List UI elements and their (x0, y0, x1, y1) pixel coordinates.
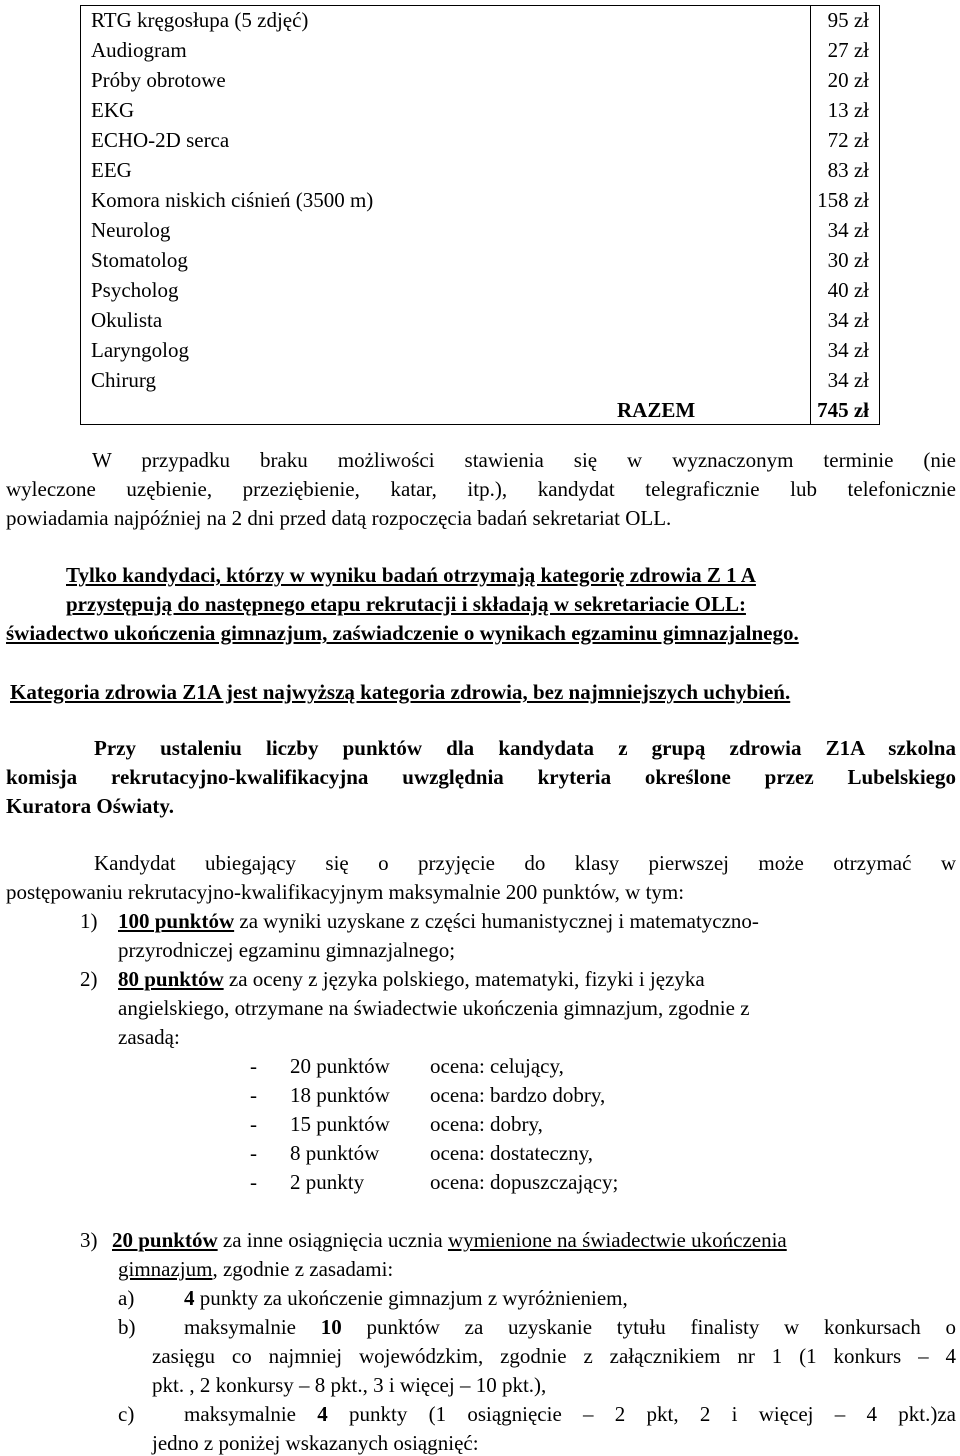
cost-row-name: Chirurg (91, 368, 156, 392)
points-note-line-1-wrap (6, 736, 956, 761)
notice-line-2: przystępują do następnego etapu rekrutacji i składają w sekretariacie OLL: (66, 592, 746, 616)
cost-row-price: 34 zł (827, 338, 869, 362)
cost-row-price: 40 zł (827, 278, 869, 302)
sub-c-line-1-wrap (184, 1402, 956, 1427)
sub-b-line-1-wrap (184, 1315, 956, 1340)
cost-row-price: 83 zł (827, 158, 869, 182)
sub-b-text-1: punktów za uzyskanie tytułu finalisty w konkursach o (341, 1315, 956, 1339)
grade-label: ocena: dobry, (430, 1112, 543, 1136)
cost-row-name: Komora niskich ciśnień (3500 m) (91, 188, 374, 212)
cost-table (80, 5, 880, 425)
cost-row-name: Laryngolog (91, 338, 189, 362)
item2-points: 80 punktów (118, 967, 224, 991)
grade-dash: - (250, 1170, 257, 1194)
cost-row-price: 34 zł (827, 308, 869, 332)
cost-row-name: EKG (91, 98, 135, 122)
category-note: Kategoria zdrowia Z1A jest najwyższą kategoria zdrowia, bez najmniejszych uchybień. (10, 680, 791, 704)
cost-row-price: 20 zł (827, 68, 869, 92)
sub-a-line (184, 1286, 628, 1311)
absence-line-1: W przypadku braku możliwości stawienia się w wyznaczonym terminie (nie (92, 448, 956, 472)
sub-b-pre: maksymalnie (184, 1315, 321, 1339)
item1-points: 100 punktów (118, 909, 235, 933)
item3-text-d: , zgodnie z zasadami: (212, 1257, 394, 1281)
item3-text-c: gimnazjum (118, 1257, 213, 1281)
absence-line-2: wyleczone uzębienie, przeziębienie, katar, itp.), kandydat telegraficznie lub telefonicznie (6, 477, 956, 501)
sub-b-text-2: zasięgu co najmniej wojewódzkim, zgodnie z załącznikiem nr 1 (1 konkurs – 4 (152, 1344, 956, 1368)
points-note-line-2: komisja rekrutacyjno-kwalifikacyjna uwzględnia kryteria określone przez Lubelskiego (6, 765, 956, 789)
cost-row-price: 72 zł (827, 128, 869, 152)
cost-row-name: Próby obrotowe (91, 68, 226, 92)
cost-row-price: 34 zł (827, 218, 869, 242)
sub-c-text-1: punkty (1 osiągnięcie – 2 pkt, 2 i więcej – 4 pkt.)za (327, 1402, 956, 1426)
sub-a-text: punkty za ukończenie gimnazjum z wyróżnieniem, (194, 1286, 628, 1310)
grade-points: 20 punktów (290, 1054, 390, 1078)
sub-c-bold: 4 (317, 1402, 328, 1426)
grade-label: ocena: dopuszczający; (430, 1170, 619, 1194)
total-label: RAZEM (617, 398, 696, 422)
item1-number: 1) (80, 909, 98, 933)
item1-text-1: za wyniki uzyskane z części humanistycznej i matematyczno- (234, 909, 759, 933)
sub-c-line-1 (184, 1402, 956, 1427)
total-value: 745 zł (817, 398, 869, 422)
cost-row-name: EEG (91, 158, 132, 182)
item2-line-1 (118, 967, 705, 992)
grade-label: ocena: bardzo dobry, (430, 1083, 606, 1107)
cost-row-price: 30 zł (827, 248, 869, 272)
sub-a-label: a) (118, 1286, 135, 1310)
absence-paragraph (6, 448, 956, 473)
sub-c-pre: maksymalnie (184, 1402, 318, 1426)
sub-c-text-2: jedno z poniżej wskazanych osiągnięć: (152, 1431, 479, 1455)
grade-points: 18 punktów (290, 1083, 390, 1107)
cost-row-price: 95 zł (827, 8, 869, 32)
cost-row-name: RTG kręgosłupa (5 zdjęć) (91, 8, 309, 32)
grade-dash: - (250, 1112, 257, 1136)
sub-b-text-3: pkt. , 2 konkursy – 8 pkt., 3 i więcej – 10 pkt.), (152, 1373, 547, 1397)
item3-points: 20 punktów (112, 1228, 218, 1252)
item3-text-b: wymienione na świadectwie ukończenia (447, 1228, 787, 1252)
cost-row-name: ECHO-2D serca (91, 128, 230, 152)
cost-row-name: Stomatolog (91, 248, 188, 272)
intro-line-1-wrap (6, 851, 956, 876)
intro-line-1: Kandydat ubiegający się o przyjęcie do klasy pierwszej może otrzymać w (94, 851, 956, 875)
sub-b-line-1 (184, 1315, 956, 1340)
item3-text-a: za inne osiągnięcia ucznia (217, 1228, 448, 1252)
item3-line-2 (118, 1257, 393, 1282)
grade-dash: - (250, 1083, 257, 1107)
grade-dash: - (250, 1054, 257, 1078)
points-note-line-3: Kuratora Oświaty. (6, 794, 174, 818)
item1-line-1 (118, 909, 759, 934)
item1-text-2: przyrodniczej egzaminu gimnazjalnego; (118, 938, 456, 962)
cost-row-price: 27 zł (827, 38, 869, 62)
intro-line-2: postępowaniu rekrutacyjno-kwalifikacyjnym maksymalnie 200 punktów, w tym: (6, 880, 685, 904)
grade-label: ocena: celujący, (430, 1054, 564, 1078)
cost-row-name: Audiogram (91, 38, 187, 62)
item2-text-3: zasadą: (118, 1025, 180, 1049)
sub-b-label: b) (118, 1315, 136, 1339)
sub-b-line-2-wrap (152, 1344, 956, 1369)
grade-label: ocena: dostateczny, (430, 1141, 594, 1165)
sub-c-label: c) (118, 1402, 135, 1426)
points-note-line-2-wrap (6, 765, 956, 790)
item2-text-1: za oceny z języka polskiego, matematyki, fizyki i języka (223, 967, 705, 991)
absence-line-2-wrap (6, 477, 956, 502)
item2-number: 2) (80, 967, 98, 991)
grade-points: 8 punktów (290, 1141, 380, 1165)
item3-number: 3) (80, 1228, 98, 1252)
cost-row-name: Okulista (91, 308, 163, 332)
cost-row-price: 34 zł (827, 368, 869, 392)
absence-line-3: powiadamia najpóźniej na 2 dni przed datą rozpoczęcia badań sekretariat OLL. (6, 506, 672, 530)
grade-points: 15 punktów (290, 1112, 390, 1136)
cost-row-name: Psycholog (91, 278, 179, 302)
cost-row-price: 13 zł (827, 98, 869, 122)
item3-line-1 (112, 1228, 787, 1253)
notice-line-1: Tylko kandydaci, którzy w wyniku badań otrzymają kategorię zdrowia Z 1 A (66, 563, 756, 587)
points-note-line-1: Przy ustaleniu liczby punktów dla kandydata z grupą zdrowia Z1A szkolna (94, 736, 956, 760)
cost-row-price: 158 zł (817, 188, 869, 212)
notice-line-3: świadectwo ukończenia gimnazjum, zaświadczenie o wynikach egzaminu gimnazjalnego. (6, 621, 799, 645)
column-divider (810, 6, 811, 424)
grade-dash: - (250, 1141, 257, 1165)
sub-b-bold: 10 (320, 1315, 342, 1339)
sub-a-bold: 4 (184, 1286, 195, 1310)
grade-points: 2 punkty (290, 1170, 365, 1194)
item2-text-2: angielskiego, otrzymane na świadectwie ukończenia gimnazjum, zgodnie z (118, 996, 750, 1020)
cost-row-name: Neurolog (91, 218, 171, 242)
